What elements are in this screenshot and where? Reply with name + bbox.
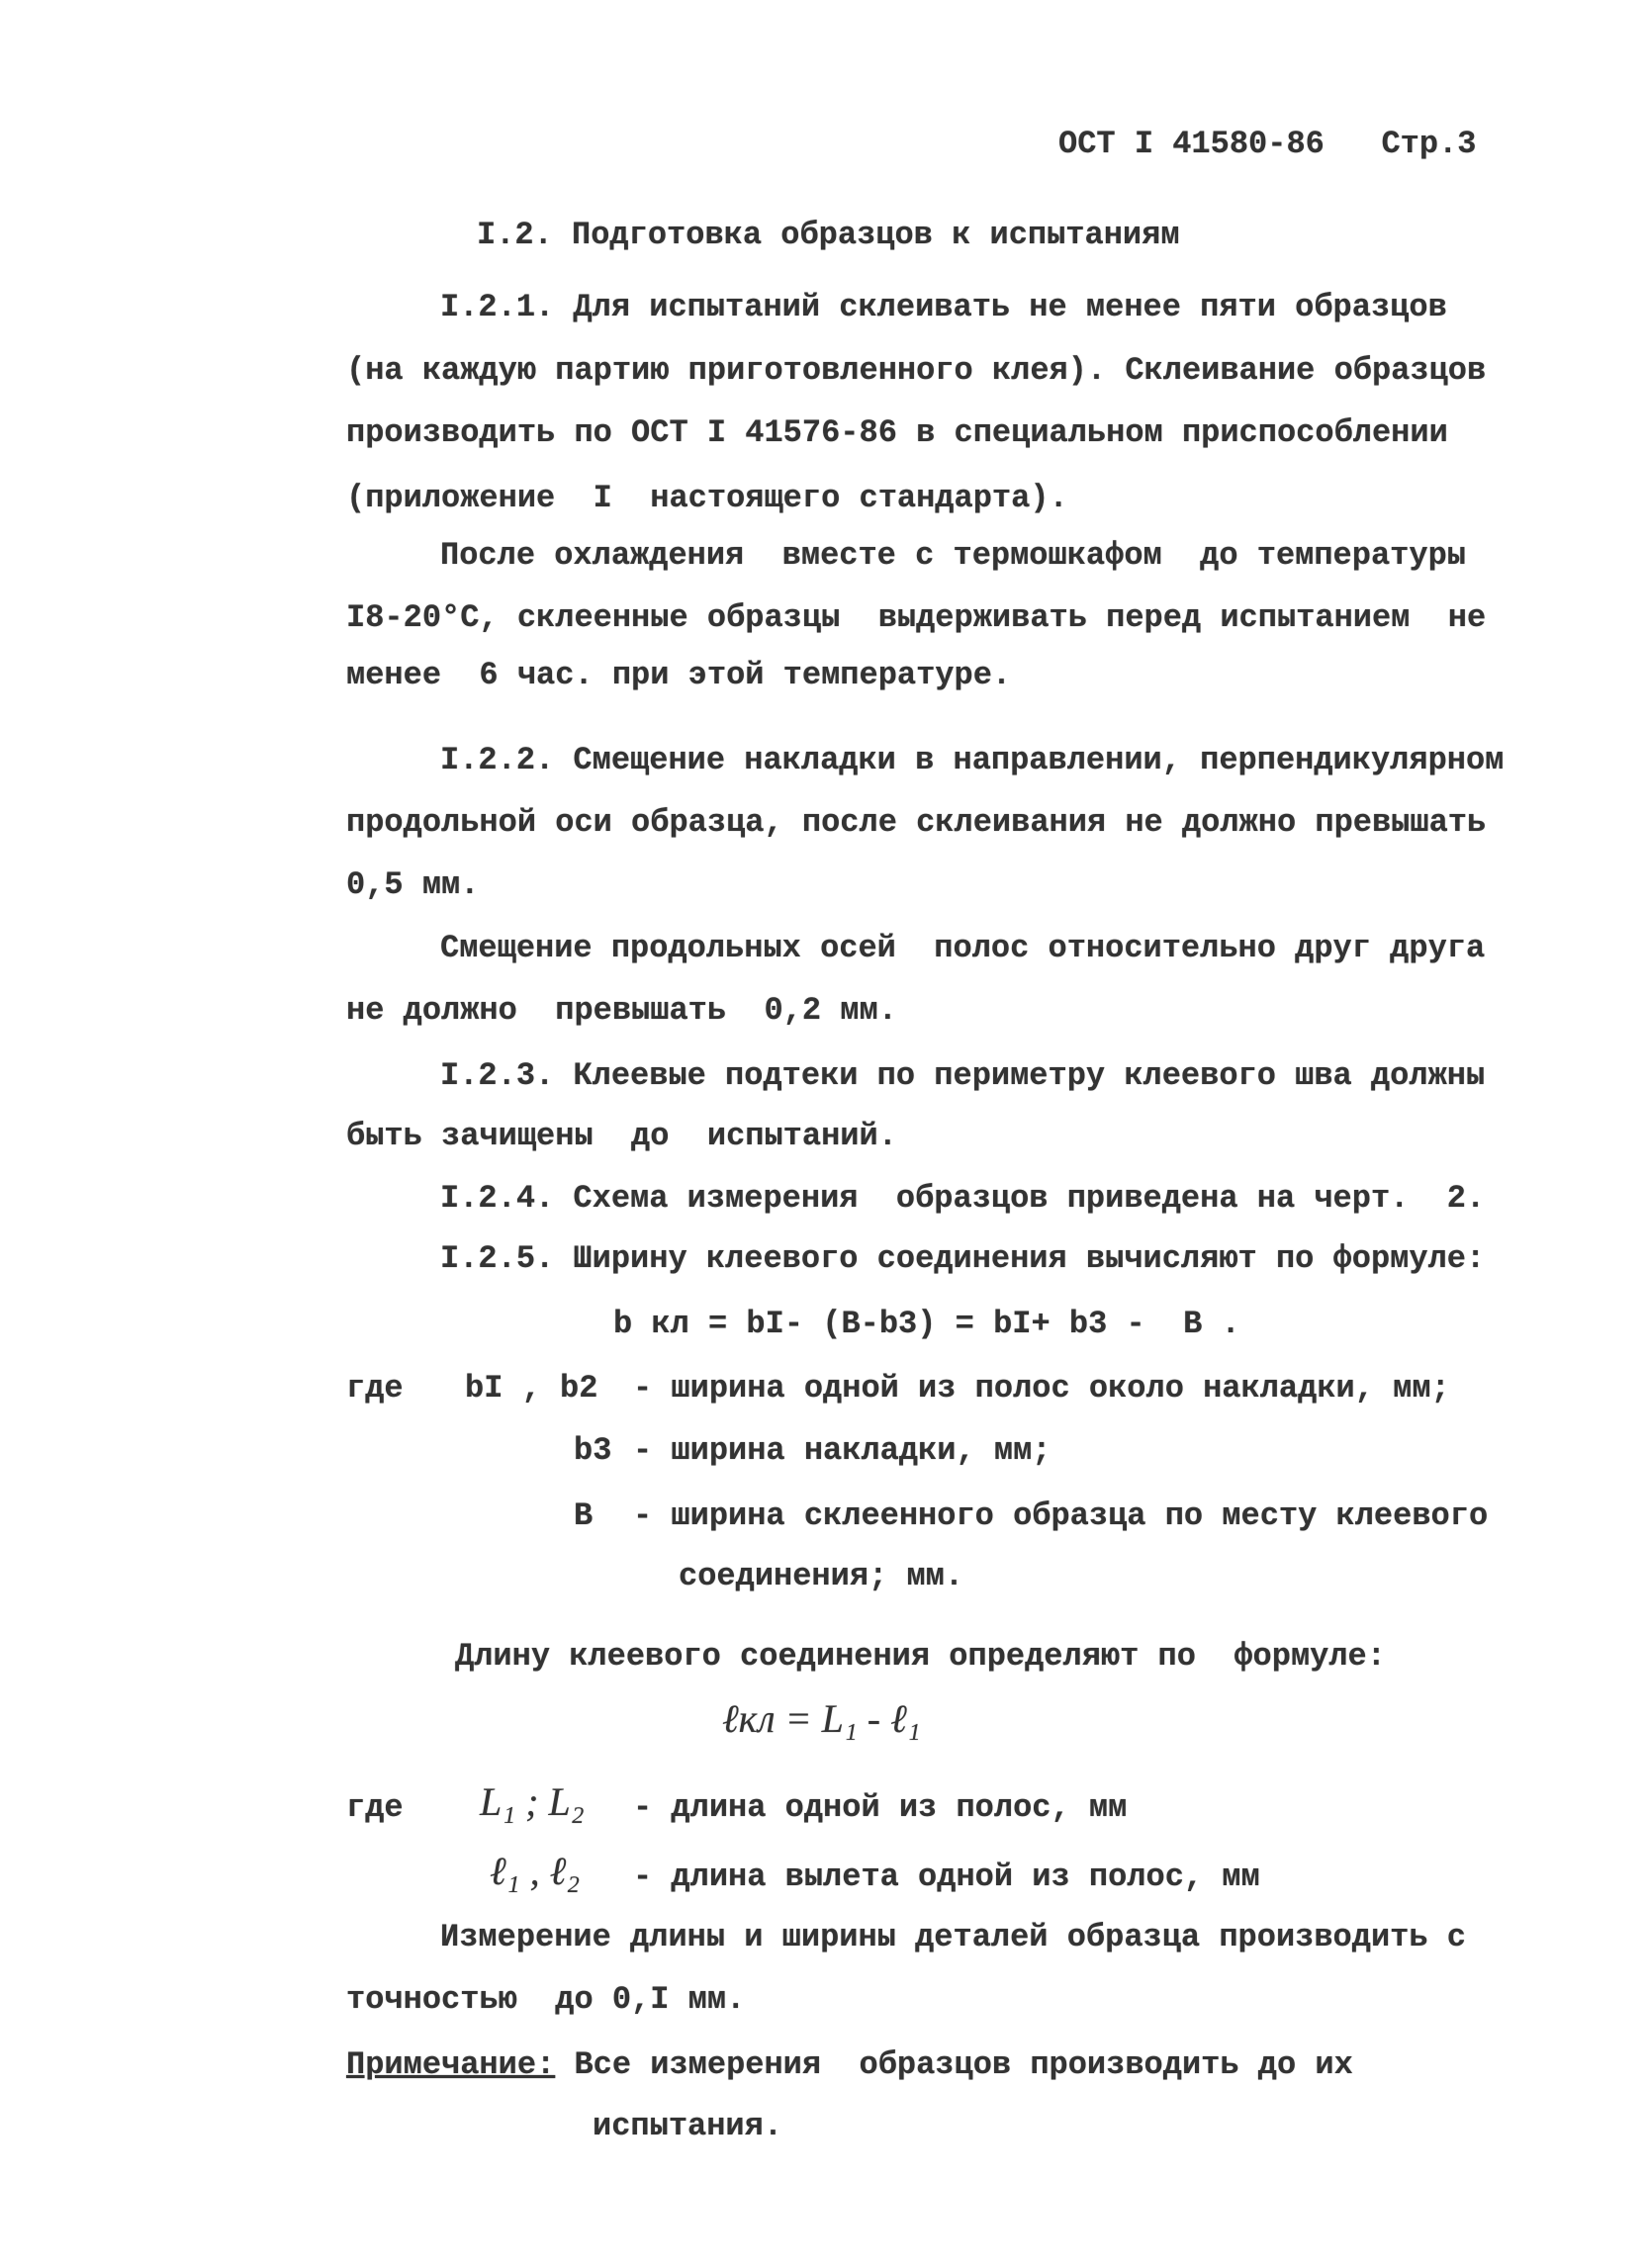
- note-text: Все измерения образцов производить до их: [555, 2046, 1353, 2083]
- where-label: где: [346, 1370, 404, 1406]
- paragraph-line: Смещение продольных осей полос относительно друг друга: [440, 930, 1486, 966]
- where-label: где: [346, 1789, 404, 1826]
- paragraph-line: После охлаждения вместе с термошкафом до температуры: [440, 537, 1466, 574]
- where-text: - ширина склеенного образца по месту клеевого: [633, 1497, 1489, 1534]
- page-number: Стр.3: [1381, 126, 1477, 162]
- paragraph-line: быть зачищены до испытаний.: [346, 1118, 897, 1154]
- note-text: испытания.: [593, 2108, 783, 2144]
- paragraph-line: I.2.3. Клеевые подтеки по периметру клеевого шва должны: [440, 1057, 1486, 1094]
- formula-width: b кл = bI- (B-b3) = bI+ b3 - B .: [613, 1306, 1240, 1342]
- paragraph-line: 0,5 мм.: [346, 866, 480, 903]
- paragraph-line: Измерение длины и ширины деталей образца производить с: [440, 1919, 1466, 1955]
- where-text: - длина вылета одной из полос, мм: [633, 1859, 1260, 1895]
- formula-length: ℓкл = L₁ - ℓ₁: [722, 1696, 921, 1741]
- where-text: - ширина одной из полос около накладки, мм;: [633, 1370, 1450, 1406]
- paragraph-line: продольной оси образца, после склеивания не должно превышать: [346, 804, 1487, 841]
- doc-number: ОСТ I 41580-86: [1058, 126, 1325, 162]
- where-symbol: b3: [574, 1432, 612, 1469]
- paragraph-line: производить по ОСТ I 41576-86 в специальном приспособлении: [346, 414, 1448, 451]
- doc-header: [1058, 125, 1476, 164]
- paragraph-line: I.2.4. Схема измерения образцов приведена на черт. 2.: [440, 1180, 1486, 1217]
- where-symbol: bI , b2: [465, 1370, 598, 1406]
- paragraph-line: менее 6 час. при этой температуре.: [346, 657, 1012, 693]
- paragraph-line: I.2.5. Ширину клеевого соединения вычисляют по формуле:: [440, 1240, 1486, 1277]
- paragraph-line: Длину клеевого соединения определяют по формуле:: [455, 1638, 1386, 1675]
- where-text: - длина одной из полос, мм: [633, 1789, 1128, 1826]
- where-text: - ширина накладки, мм;: [633, 1432, 1052, 1469]
- paragraph-line: точностью до 0,I мм.: [346, 1981, 746, 2018]
- paragraph-line: (приложение I настоящего стандарта).: [346, 480, 1068, 516]
- paragraph-line: не должно превышать 0,2 мм.: [346, 992, 897, 1029]
- paragraph-line: I.2.1. Для испытаний склеивать не менее пяти образцов: [440, 289, 1447, 325]
- note-label: Примечание:: [346, 2046, 556, 2083]
- paragraph-line: I8-20°C, склеенные образцы выдерживать перед испытанием не: [346, 599, 1487, 636]
- where-symbol: ℓ₁ , ℓ₂: [490, 1849, 581, 1893]
- note: [346, 2045, 1353, 2085]
- where-text: соединения; мм.: [679, 1558, 964, 1594]
- paragraph-line: I.2.2. Смещение накладки в направлении, перпендикулярном: [440, 742, 1505, 778]
- where-symbol: L₁ ; L₂: [480, 1779, 585, 1824]
- paragraph-line: (на каждую партию приготовленного клея). Склеивание образцов: [346, 352, 1487, 389]
- section-title: I.2. Подготовка образцов к испытаниям: [477, 217, 1180, 253]
- where-symbol: B: [574, 1497, 594, 1534]
